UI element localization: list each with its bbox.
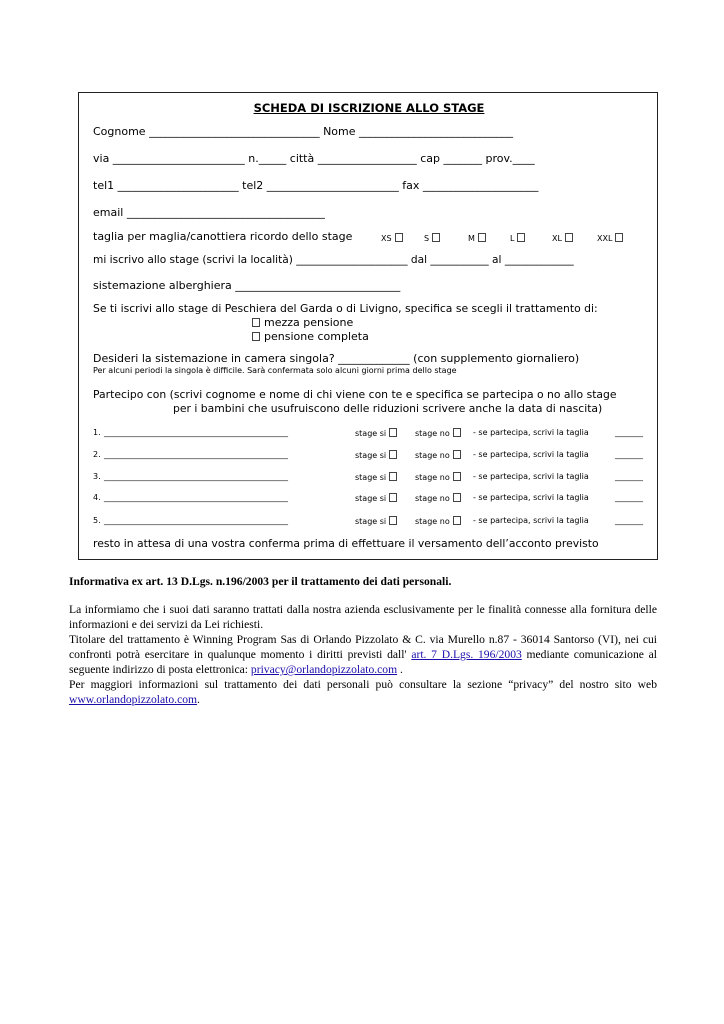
- size-xxl-label: XXL: [597, 234, 613, 243]
- size-m-label: M: [468, 234, 475, 243]
- privacy-text: mediante comunicazione al seguente indirizzo di posta elettronica:: [69, 648, 658, 676]
- privacy-section: [69, 575, 657, 707]
- checkbox-icon[interactable]: [517, 233, 525, 242]
- stage-no-option[interactable]: [415, 493, 461, 503]
- stage-no-option[interactable]: [415, 516, 461, 526]
- stage-no-label: stage no: [415, 451, 450, 460]
- privacy-paragraph-1: La informiamo che i suoi dati saranno trattati dalla nostra azienda esclusivamente per le finalità connesse alla fornitura delle informazioni e dei servizi da Lei richiesti.: [69, 603, 657, 631]
- size-xl-label: XL: [552, 234, 562, 243]
- taglia-field[interactable]: _______: [615, 493, 643, 502]
- stage-no-label: stage no: [415, 473, 450, 482]
- taglia-field[interactable]: _______: [615, 450, 643, 459]
- checkbox-icon[interactable]: [389, 516, 397, 525]
- taglia-text: - se partecipa, scrivi la taglia: [473, 428, 589, 437]
- treatment-question: Se ti iscrivi allo stage di Peschiera del Garda o di Livigno, specifica se scegli il trattamento di:: [93, 302, 598, 315]
- stage-no-label: stage no: [415, 429, 450, 438]
- participant-name-field[interactable]: ______________________________________________: [104, 428, 288, 437]
- partecipo-line-2: per i bambini che usufruiscono delle riduzioni scrivere anche la data di nascita): [173, 402, 603, 415]
- stage-si-label: stage si: [355, 451, 387, 460]
- checkbox-icon[interactable]: [395, 233, 403, 242]
- single-room-field[interactable]: Desideri la sistemazione in camera singola? _____________ (con supplemento giornaliero): [93, 352, 580, 365]
- stage-si-label: stage si: [355, 494, 387, 503]
- privacy-paragraph-3: [69, 677, 657, 707]
- stage-si-label: stage si: [355, 429, 387, 438]
- taglia-field[interactable]: _______: [615, 516, 643, 525]
- law-link[interactable]: art. 7 D.Lgs. 196/2003: [411, 648, 522, 661]
- size-m-option[interactable]: [468, 233, 486, 243]
- full-board-option[interactable]: [252, 330, 369, 343]
- form-title: SCHEDA DI ISCRIZIONE ALLO STAGE: [253, 101, 485, 115]
- single-room-note: Per alcuni periodi la singola è difficile. Sarà confermata solo alcuni giorni prima dello stage: [93, 366, 457, 375]
- checkbox-icon[interactable]: [478, 233, 486, 242]
- privacy-text: Titolare del trattamento è Winning Program Sas di Orlando Pizzolato & C. via Murello n.87 - 36014 Santorso (VI), nei cui confronti potrà esercitare in qualunque momento i diritti previsti dall': [69, 633, 657, 661]
- size-label: taglia per maglia/canottiera ricordo dello stage: [93, 230, 353, 243]
- stage-location-field[interactable]: mi iscrivo allo stage (scrivi la località) _____________________ dal ___________ al _____________: [93, 254, 574, 266]
- size-s-label: S: [424, 234, 430, 243]
- website-link[interactable]: www.orlandopizzolato.com: [69, 693, 198, 706]
- email-link[interactable]: privacy@orlandopizzolato.com: [250, 663, 398, 676]
- stage-no-option[interactable]: [415, 428, 461, 438]
- half-board-option[interactable]: [252, 316, 353, 329]
- taglia-field[interactable]: _______: [615, 428, 643, 437]
- privacy-paragraph-2: [69, 632, 657, 677]
- size-xs-option[interactable]: [381, 233, 403, 243]
- taglia-field[interactable]: _______: [615, 472, 643, 481]
- stage-no-label: stage no: [415, 517, 450, 526]
- size-xxl-option[interactable]: [597, 233, 623, 243]
- checkbox-icon[interactable]: [252, 332, 260, 341]
- closing-text: resto in attesa di una vostra conferma prima di effettuare il versamento dell’acconto previsto: [93, 537, 599, 550]
- checkbox-icon[interactable]: [252, 318, 260, 327]
- participant-name-field[interactable]: ______________________________________________: [104, 472, 288, 481]
- checkbox-icon[interactable]: [389, 450, 397, 459]
- taglia-text: - se partecipa, scrivi la taglia: [473, 493, 589, 502]
- stage-si-option[interactable]: [355, 428, 397, 438]
- checkbox-icon[interactable]: [389, 428, 397, 437]
- surname-name-field[interactable]: Cognome _______________________________ Nome ____________________________: [93, 125, 514, 138]
- participant-number: 1.: [93, 428, 101, 437]
- participant-name-field[interactable]: ______________________________________________: [104, 516, 288, 525]
- taglia-text: - se partecipa, scrivi la taglia: [473, 450, 589, 459]
- checkbox-icon[interactable]: [432, 233, 440, 242]
- participant-name-field[interactable]: ______________________________________________: [104, 450, 288, 459]
- checkbox-icon[interactable]: [453, 450, 461, 459]
- checkbox-icon[interactable]: [389, 493, 397, 502]
- privacy-text: .: [397, 663, 403, 676]
- full-board-label: pensione completa: [264, 330, 369, 343]
- phone-fax-field[interactable]: tel1 ______________________ tel2 ________________________ fax _____________________: [93, 179, 539, 192]
- participant-number: 3.: [93, 472, 101, 481]
- size-xs-label: XS: [381, 234, 392, 243]
- stage-no-label: stage no: [415, 494, 450, 503]
- size-s-option[interactable]: [424, 233, 440, 243]
- participant-number: 4.: [93, 493, 101, 502]
- checkbox-icon[interactable]: [453, 493, 461, 502]
- participant-name-field[interactable]: ______________________________________________: [104, 493, 288, 502]
- stage-si-label: stage si: [355, 517, 387, 526]
- checkbox-icon[interactable]: [453, 428, 461, 437]
- registration-form: [78, 92, 658, 560]
- stage-no-option[interactable]: [415, 450, 461, 460]
- stage-si-option[interactable]: [355, 472, 397, 482]
- privacy-heading: Informativa ex art. 13 D.Lgs. n.196/2003 per il trattamento dei dati personali.: [69, 575, 452, 588]
- taglia-text: - se partecipa, scrivi la taglia: [473, 516, 589, 525]
- checkbox-icon[interactable]: [615, 233, 623, 242]
- stage-no-option[interactable]: [415, 472, 461, 482]
- participant-number: 2.: [93, 450, 101, 459]
- checkbox-icon[interactable]: [453, 472, 461, 481]
- half-board-label: mezza pensione: [264, 316, 354, 329]
- privacy-text: .: [197, 693, 200, 706]
- taglia-text: - se partecipa, scrivi la taglia: [473, 472, 589, 481]
- stage-si-option[interactable]: [355, 516, 397, 526]
- checkbox-icon[interactable]: [453, 516, 461, 525]
- hotel-field[interactable]: sistemazione alberghiera ______________________________: [93, 279, 401, 292]
- checkbox-icon[interactable]: [565, 233, 573, 242]
- stage-si-label: stage si: [355, 473, 387, 482]
- size-l-label: L: [510, 234, 515, 243]
- stage-si-option[interactable]: [355, 450, 397, 460]
- checkbox-icon[interactable]: [389, 472, 397, 481]
- size-l-option[interactable]: [510, 233, 525, 243]
- stage-si-option[interactable]: [355, 493, 397, 503]
- partecipo-line-1: Partecipo con (scrivi cognome e nome di chi viene con te e specifica se partecipa o no allo stage: [93, 388, 617, 401]
- email-field[interactable]: email ____________________________________: [93, 206, 325, 219]
- size-xl-option[interactable]: [552, 233, 573, 243]
- privacy-text: Per maggiori informazioni sul trattamento dei dati personali può consultare la sezione “privacy” del nostro sito web: [69, 678, 657, 691]
- participant-number: 5.: [93, 516, 101, 525]
- address-field[interactable]: via ________________________ n._____ città __________________ cap _______ prov.____: [93, 152, 535, 165]
